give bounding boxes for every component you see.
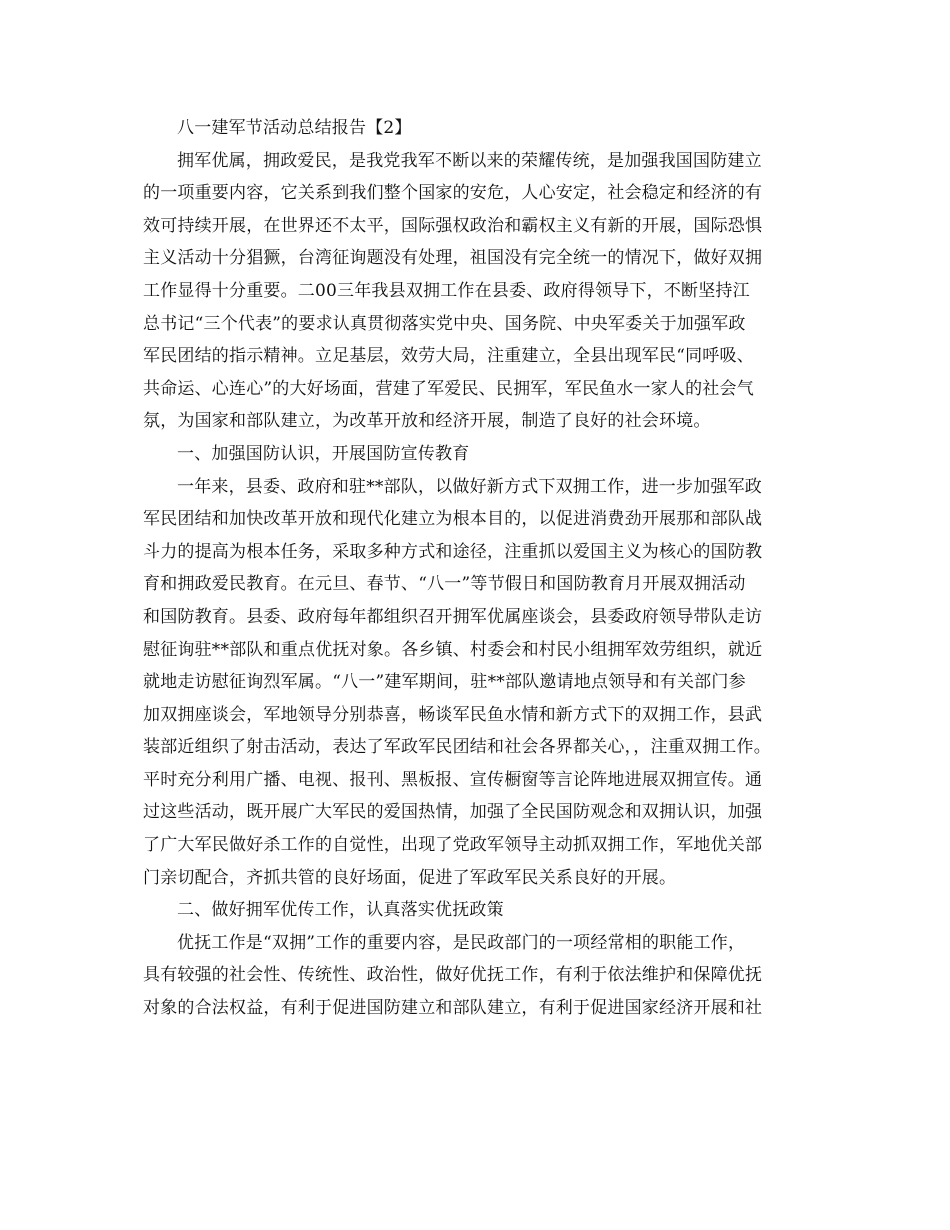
paragraph-line: 共命运、心连心”的大好场面，营建了军爱民、民拥军，军民鱼水一家人的社会气 xyxy=(143,378,754,399)
paragraph-line: 的一项重要内容，它关系到我们整个国家的安危，人心安定，社会稳定和经济的有 xyxy=(143,183,763,204)
paragraph-line: 一年来，县委、政府和驻**部队，以做好新方式下双拥工作，进一步加强军政 xyxy=(177,476,762,497)
paragraph-line: 工作显得十分重要。二00三年我县双拥工作在县委、政府得领导下，不断坚持江 xyxy=(143,280,750,301)
paragraph-line: 军民团结和加快改革开放和现代化建立为根本目的，以促进消费劲开展那和部队战 xyxy=(143,509,763,530)
paragraph-line: 拥军优属，拥政爱民，是我党我军不断以来的荣耀传统，是加强我国国防建立 xyxy=(177,150,762,171)
paragraph-line: 斗力的提高为根本任务，采取多种方式和途径，注重抓以爱国主义为核心的国防教 xyxy=(143,541,763,562)
paragraph-line: 优抚工作是“双拥”工作的重要内容，是民政部门的一项经常相的职能工作， xyxy=(177,932,746,953)
paragraph-line: 装部近组织了射击活动，表达了军政军民团结和社会各界都关心，，注重双拥工作。 xyxy=(143,737,771,758)
paragraph-line: 军民团结的指示精神。立足基层，效劳大局，注重建立，全县出现军民“同呼吸、 xyxy=(143,346,754,367)
paragraph-line: 主义活动十分猖獗，台湾征询题没有处理，祖国没有完全统一的情况下，做好双拥 xyxy=(143,248,763,269)
paragraph-line: 效可持续开展，在世界还不太平，国际强权政治和霸权主义有新的开展，国际恐惧 xyxy=(143,215,763,236)
paragraph-line: 慰征询驻**部队和重点优抚对象。各乡镇、村委会和村民小组拥军效劳组织，就近 xyxy=(143,639,763,660)
section2-paragraph xyxy=(143,927,815,1025)
paragraph-line: 过这些活动，既开展广大军民的爱国热情，加强了全民国防观念和双拥认识，加强 xyxy=(143,802,763,823)
paragraph-line: 总书记“三个代表”的要求认真贯彻落实党中央、国务院、中央军委关于加强军政 xyxy=(143,313,746,334)
paragraph-line: 育和拥政爱民教育。在元旦、春节、“八一”等节假日和国防教育月开展双拥活动 xyxy=(143,574,746,595)
paragraph-line: 和国防教育。县委、政府每年都组织召开拥军优属座谈会，县委政府领导带队走访 xyxy=(143,606,763,627)
paragraph-line: 门亲切配合，齐抓共管的良好场面，促进了军政军民关系良好的开展。 xyxy=(143,867,677,888)
paragraph-line: 就地走访慰征询烈军属。“八一”建军期间，驻**部队邀请地点领导和有关部门参 xyxy=(143,672,746,693)
section-heading: 一、加强国防认识，开展国防宣传教育 xyxy=(177,443,470,464)
section-heading: 二、做好拥军优传工作，认真落实优抚政策 xyxy=(177,900,504,921)
paragraph-line: 具有较强的社会性、传统性、政治性，做好优抚工作，有利于依法维护和保障优抚 xyxy=(143,965,763,986)
paragraph-line: 平时充分利用广播、电视、报刊、黑板报、宣传橱窗等言论阵地进展双拥宣传。通 xyxy=(143,769,763,790)
intro-paragraph xyxy=(143,145,815,438)
document-page xyxy=(143,112,815,1025)
section1-paragraph xyxy=(143,471,815,895)
paragraph-line: 加双拥座谈会，军地领导分别恭喜，畅谈军民鱼水情和新方式下的双拥工作，县武 xyxy=(143,704,763,725)
paragraph-line: 对象的合法权益，有利于促进国防建立和部队建立，有利于促进国家经济开展和社 xyxy=(143,998,763,1019)
paragraph-line: 了广大军民做好杀工作的自觉性，出现了党政军领导主动抓双拥工作，军地优关部 xyxy=(143,835,763,856)
paragraph-line: 氛，为国家和部队建立，为改革开放和经济开展，制造了良好的社会环境。 xyxy=(143,411,711,432)
document-title: 八一建军节活动总结报告【2】 xyxy=(177,118,412,138)
